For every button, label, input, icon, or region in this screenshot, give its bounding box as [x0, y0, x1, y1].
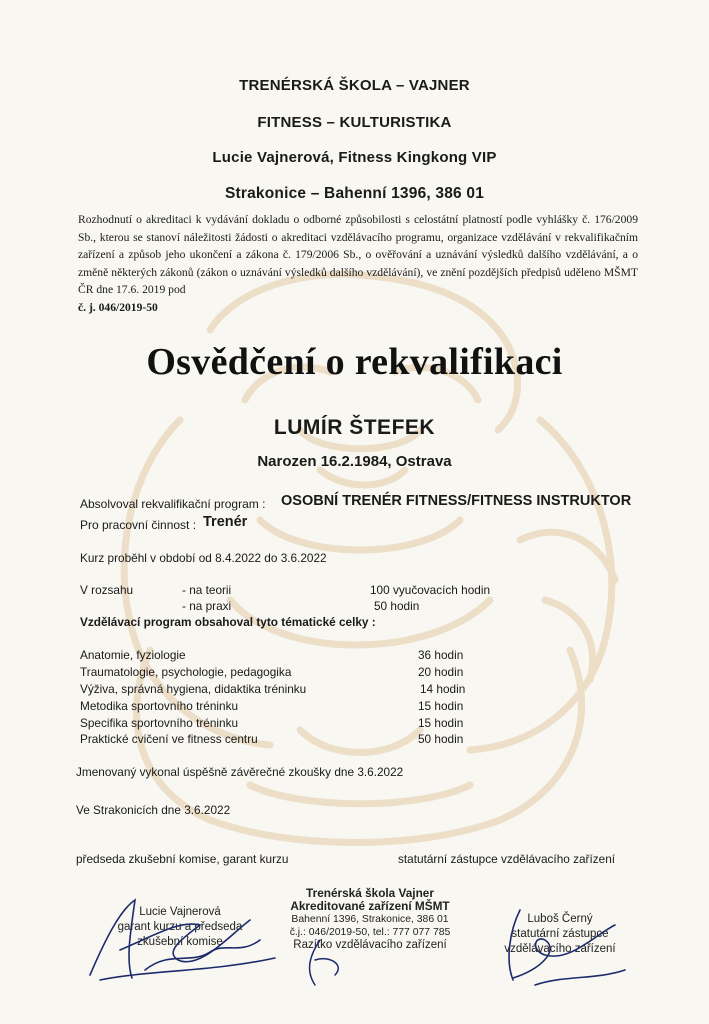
stamp-address: Bahenní 1396, Strakonice, 386 01: [291, 914, 449, 925]
accreditation-text: Rozhodnutí o akreditaci k vydávání dokladu o odborné způsobilosti s celostátní platností podle vyhlášky č. 176/2009 Sb., kterou se stanoví náležitosti žádosti o akreditaci vzdělávacího programu, organizace vzdělávání v rekvalifikačním zařízení a způsob jeho ukončení a zákona č. 179/2006 Sb., o ověřování a uznávání výsledků dalšího vzdělávání, a o změně některých zákonů (zákon o uznávání výsledků dalšího vzdělávání), ve znění pozdějších předpisů uděleno MŠMT ČR dne 17.6. 2019 pod: [78, 213, 638, 297]
right-signature-caption: statutární zástupce vzdělávacího zařízení: [398, 852, 616, 866]
left-signer-role: garant kurzu a předseda: [117, 921, 243, 933]
topic-item: Traumatologie, psychologie, pedagogika: [80, 665, 292, 679]
topic-hours: 36 hodin: [418, 648, 464, 662]
stamp-reference: č.j.: 046/2019-50, tel.: 777 077 785: [289, 927, 451, 938]
right-signer-role: statutární zástupce: [511, 928, 609, 940]
place-and-date: Ve Strakonicích dne 3.6.2022: [76, 803, 231, 817]
left-signer-name: Lucie Vajnerová: [139, 906, 221, 918]
left-signer-role-2: zkušební komise: [137, 936, 223, 948]
activity-label: Pro pracovní činnost :: [80, 518, 197, 532]
right-signer-role-2: vzdělávacího zařízení: [504, 943, 616, 955]
school-owner: Lucie Vajnerová, Fitness Kingkong VIP: [212, 149, 497, 166]
course-period: Kurz proběhl v období od 8.4.2022 do 3.6.2022: [80, 551, 327, 565]
stamp-signature-stroke: [280, 930, 400, 990]
practice-label: - na praxi: [182, 599, 232, 613]
theory-label: - na teorii: [182, 583, 232, 597]
activity-value: Trenér: [203, 514, 248, 530]
topic-item: Specifika sportovního tréninku: [80, 716, 239, 730]
topic-hours: 15 hodin: [418, 699, 464, 713]
practice-value: 50 hodin: [374, 599, 420, 613]
left-signature-caption: předseda zkušební komise, garant kurzu: [76, 852, 289, 866]
school-address: Strakonice – Bahenní 1396, 386 01: [224, 185, 485, 202]
topic-hours: 14 hodin: [420, 682, 466, 696]
accreditation-reference: č. j. 046/2019-50: [78, 300, 158, 314]
program-label: Absolvoval rekvalifikační program :: [80, 497, 266, 511]
certificate-title: Osvědčení o rekvalifikaci: [146, 341, 563, 383]
accreditation-paragraph: [78, 211, 638, 317]
topic-item: Praktické cvičení ve fitness centru: [80, 732, 258, 746]
left-handwritten-signature: [60, 880, 290, 990]
topic-item: Anatomie, fyziologie: [80, 648, 186, 662]
right-handwritten-signature: [485, 890, 635, 990]
program-value: OSOBNÍ TRENÉR FITNESS/FITNESS INSTRUKTOR: [281, 493, 632, 509]
theory-value: 100 vyučovacích hodin: [370, 583, 491, 597]
topic-item: Metodika sportovního tréninku: [80, 699, 239, 713]
stamp-school: Trenérská škola Vajner: [306, 886, 434, 900]
school-subtitle: FITNESS – KULTURISTIKA: [257, 114, 452, 131]
topic-hours: 20 hodin: [418, 665, 464, 679]
stamp-accreditation: Akreditované zařízení MŠMT: [290, 899, 450, 913]
holder-birth: Narozen 16.2.1984, Ostrava: [257, 453, 452, 470]
holder-name: LUMÍR ŠTEFEK: [273, 416, 436, 439]
exam-statement: Jmenovaný vykonal úspěšně závěrečné zkoušky dne 3.6.2022: [76, 765, 404, 779]
stamp-caption: Razítko vzdělávacího zařízení: [293, 939, 447, 951]
topic-item: Výživa, správná hygiena, didaktika tréninku: [80, 682, 307, 696]
scope-label: V rozsahu: [80, 583, 134, 597]
topic-hours: 50 hodin: [418, 732, 464, 746]
school-name: TRENÉRSKÁ ŠKOLA – VAJNER: [239, 77, 470, 94]
right-signer-name: Luboš Černý: [527, 913, 593, 925]
topics-heading: Vzdělávací program obsahoval tyto tématické celky :: [80, 615, 376, 629]
topic-hours: 15 hodin: [418, 716, 464, 730]
